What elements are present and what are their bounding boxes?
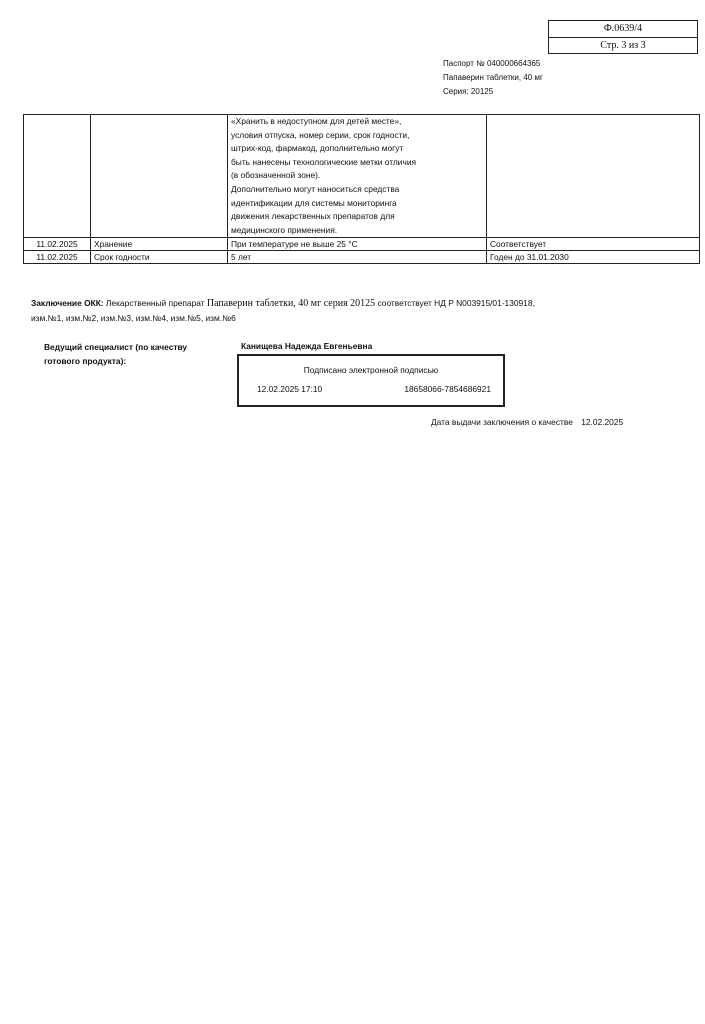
result-cell (487, 115, 700, 238)
role-line: Ведущий специалист (по качеству (44, 342, 188, 352)
conclusion-text-end: соответствует НД Р N003915/01-130918, (377, 298, 535, 308)
issue-date: 12.02.2025 (581, 417, 624, 427)
result-cell: Соответствует (487, 238, 700, 251)
signature-cert-id: 18658066-7854686921 (404, 384, 491, 394)
text-line: (в обозначенной зоне). (231, 170, 321, 181)
product-name: Папаверин таблетки, 40 мг (443, 73, 543, 82)
norm-cell (228, 115, 487, 238)
conclusion-amendments: изм.№1, изм.№2, изм.№3, изм.№4, изм.№5, изм.№6 (31, 313, 236, 323)
result-cell: Годен до 31.01.2030 (487, 251, 700, 264)
test-results-table (23, 114, 700, 264)
table-row (24, 115, 700, 238)
passport-number: Паспорт № 040000664365 (443, 59, 541, 68)
text-line: быть нанесены технологические метки отличия (231, 156, 417, 167)
date-cell (24, 115, 91, 238)
text-line: медицинского применения. (231, 224, 338, 235)
conclusion-label: Заключение ОКК: (31, 298, 104, 308)
date-cell: 11.02.2025 (24, 251, 91, 264)
specialist-name: Канищева Надежда Евгеньевна (241, 341, 373, 351)
page-number: Стр. 3 из 3 (549, 37, 697, 54)
param-cell: Хранение (91, 238, 228, 251)
signature-datetime: 12.02.2025 17:10 (257, 384, 323, 394)
passport-block (443, 57, 543, 99)
param-cell (91, 115, 228, 238)
norm-cell: 5 лет (228, 251, 487, 264)
table-row (24, 238, 700, 251)
norm-cell: При температуре не выше 25 °C (228, 238, 487, 251)
issue-date-line (431, 417, 623, 427)
form-code-box (548, 20, 698, 54)
table-row (24, 251, 700, 264)
text-line: штрих-код, фармакод, дополнительно могут (231, 143, 404, 154)
text-line: движения лекарственных препаратов для (231, 211, 395, 222)
issue-label: Дата выдачи заключения о качестве (431, 417, 573, 427)
text-line: условия отпуска, номер серии, срок годности, (231, 129, 410, 140)
form-code: Ф.0639/4 (603, 23, 643, 34)
role-line: готового продукта): (44, 356, 127, 366)
conclusion-block (31, 296, 631, 326)
text-line: «Хранить в недоступном для детей месте», (231, 116, 402, 126)
series-number: Серия: 20125 (443, 87, 494, 96)
signature-title: Подписано электронной подписью (303, 365, 439, 375)
param-cell: Срок годности (91, 251, 228, 264)
conclusion-product: Папаверин таблетки, 40 мг серия 20125 (206, 298, 376, 309)
text-line: Дополнительно могут наноситься средства (231, 183, 400, 194)
specialist-role (44, 340, 187, 368)
date-cell: 11.02.2025 (24, 238, 91, 251)
conclusion-text-start: Лекарственный препарат (105, 298, 205, 308)
electronic-signature-box (237, 354, 505, 407)
text-line: идентификации для системы мониторинга (231, 197, 397, 208)
